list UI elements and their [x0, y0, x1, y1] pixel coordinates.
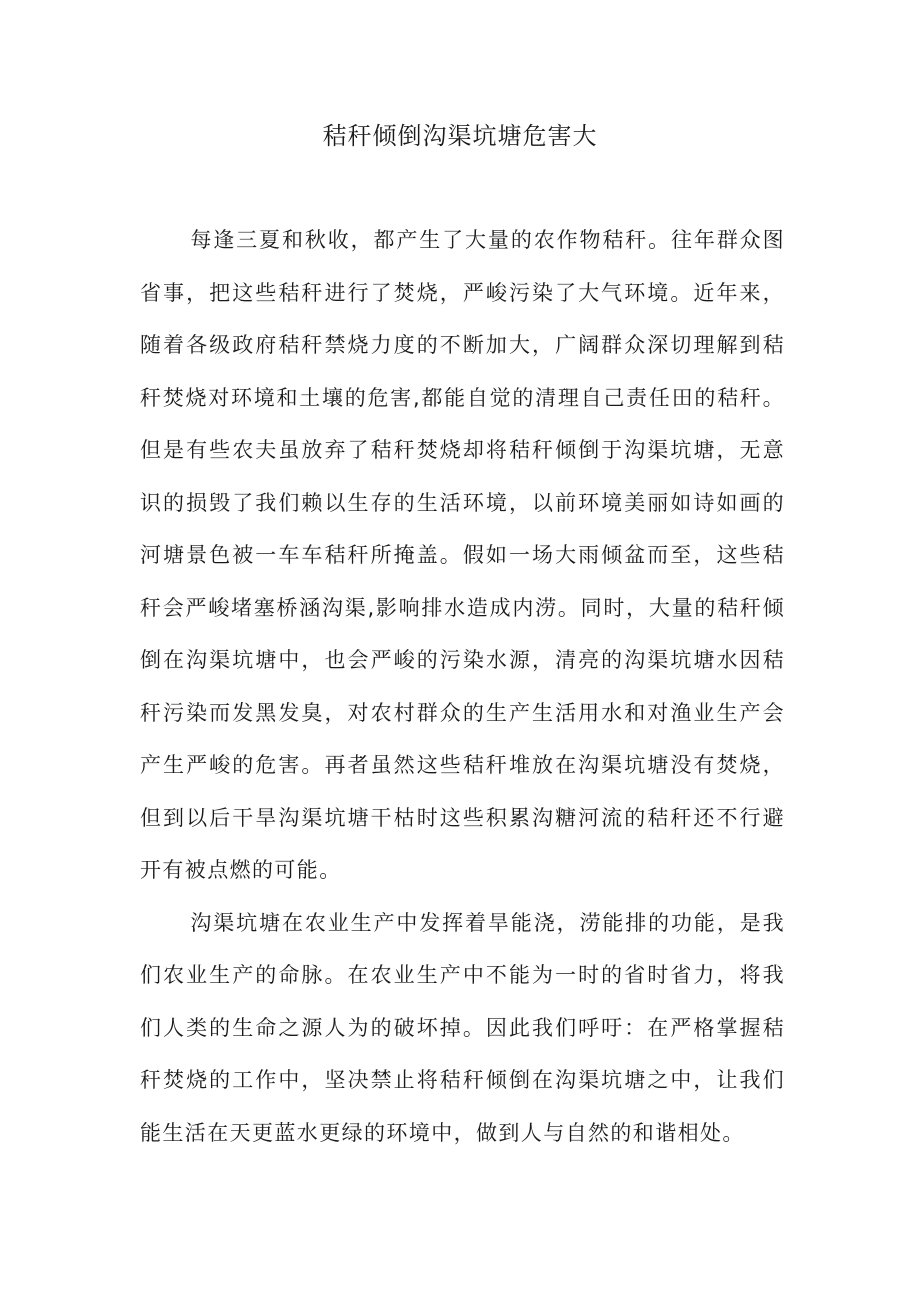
body-paragraph-2: 沟渠坑塘在农业生产中发挥着旱能浇，涝能排的功能，是我们农业生产的命脉。在农业生产中不能为一时的省时省力，将我们人类的生命之源人为的破坏掉。因此我们呼吁：在严格掌握秸秆焚烧的工作中，坚决禁止将秸秆倾倒在沟渠坑塘之中，让我们能生活在天更蓝水更绿的环境中，做到人与自然的和谐相处。 [140, 910, 785, 1145]
document-body [140, 214, 785, 1159]
document-title: 秸秆倾倒沟渠坑塘危害大 [322, 122, 598, 150]
body-paragraph-1: 每逢三夏和秋收，都产生了大量的农作物秸秆。往年群众图省事，把这些秸秆进行了焚烧，严峻污染了大气环境。近年来，随着各级政府秸秆禁烧力度的不断加大，广阔群众深切理解到秸秆焚烧对环境和土壤的危害,都能自觉的清理自己责任田的秸秆。但是有些农夫虽放弃了秸秆焚烧却将秸秆倾倒于沟渠坑塘，无意识的损毁了我们赖以生存的生活环境，以前环境美丽如诗如画的河塘景色被一车车秸秆所掩盖。假如一场大雨倾盆而至，这些秸秆会严峻堵塞桥涵沟渠,影响排水造成内涝。同时，大量的秸秆倾倒在沟渠坑塘中，也会严峻的污染水源，清亮的沟渠坑塘水因秸秆污染而发黑发臭，对农村群众的生产生活用水和对渔业生产会产生严峻的危害。再者虽然这些秸秆堆放在沟渠坑塘没有焚烧，但到以后干旱沟渠坑塘干枯时这些积累沟糖河流的秸秆还不行避开有被点燃的可能。 [140, 228, 785, 882]
